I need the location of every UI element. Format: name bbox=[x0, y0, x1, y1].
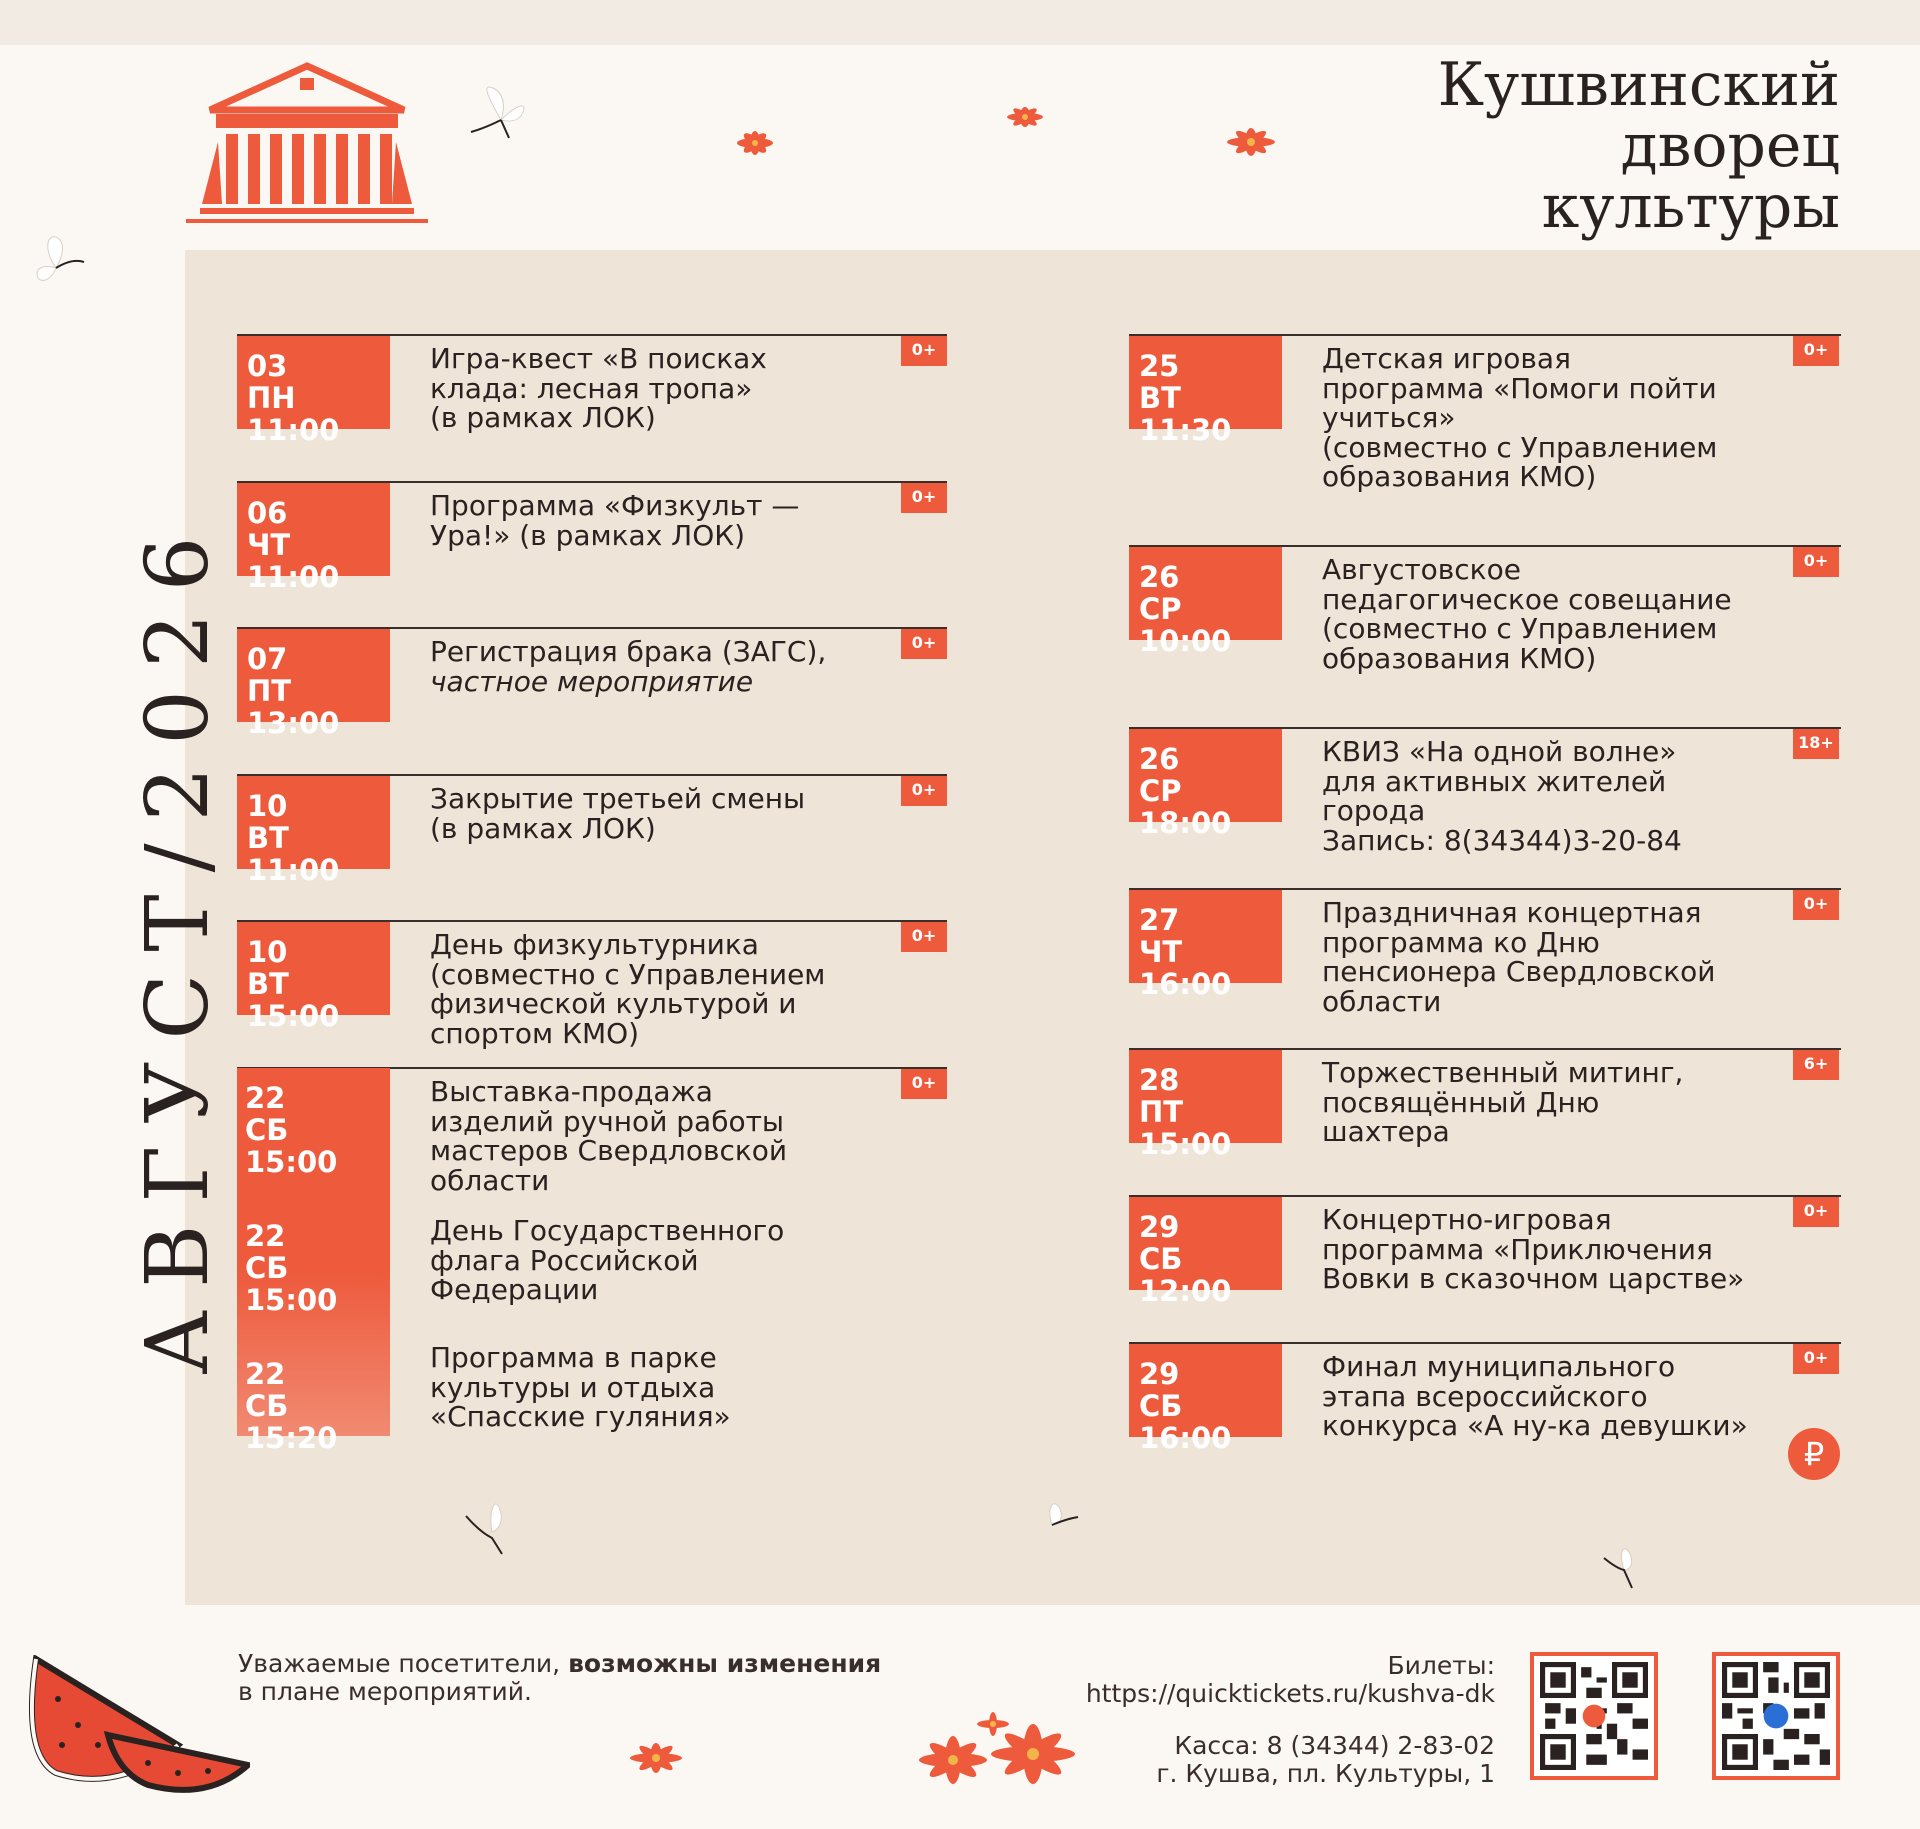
qr-pattern bbox=[1540, 1662, 1648, 1770]
ruble-icon: ₽ bbox=[1788, 1428, 1840, 1480]
age-badge: 0+ bbox=[901, 336, 947, 366]
age-badge: 0+ bbox=[901, 483, 947, 513]
event-day: 22 bbox=[245, 1219, 286, 1253]
butterfly-icon bbox=[1598, 1540, 1648, 1592]
event-title: Программа в парке культуры и отдыха «Спасские гуляния» bbox=[430, 1341, 731, 1433]
page-title bbox=[1437, 50, 1840, 242]
event-time: ПТ 13:00 bbox=[247, 674, 340, 740]
qr-pattern bbox=[1722, 1662, 1830, 1770]
event-date bbox=[1129, 336, 1282, 447]
event-time: СБ 16:00 bbox=[1139, 1389, 1232, 1455]
age-badge: 0+ bbox=[1793, 1197, 1839, 1227]
event-title: Программа «Физкульт — Ура!» (в рамках ЛОК) bbox=[430, 489, 800, 552]
event-time: ВТ 11:30 bbox=[1139, 381, 1232, 447]
event-title: Игра-квест «В поисках клада: лесная тропа» (в рамках ЛОК) bbox=[430, 342, 767, 434]
event-item bbox=[237, 920, 947, 1060]
event-title: Концертно-игровая программа «Приключения Вовки в сказочном царстве» bbox=[1322, 1203, 1745, 1295]
butterfly-icon bbox=[1032, 1495, 1082, 1547]
event-date bbox=[245, 1220, 390, 1316]
event-title-main: Регистрация брака (ЗАГС), bbox=[430, 635, 827, 668]
vk-icon bbox=[1764, 1704, 1789, 1729]
age-badge: 0+ bbox=[901, 1069, 947, 1099]
event-title: Торжественный митинг, посвящённый Дню шахтера bbox=[1322, 1056, 1684, 1148]
event-day: 22 bbox=[245, 1081, 286, 1115]
age-badge: 0+ bbox=[901, 776, 947, 806]
notice-bold: возможны изменения bbox=[568, 1649, 882, 1678]
event-day: 28 bbox=[1139, 1063, 1180, 1097]
event-date bbox=[237, 776, 390, 887]
event-day: 06 bbox=[247, 496, 288, 530]
butterfly-icon bbox=[462, 1492, 512, 1558]
event-title: Детская игровая программа «Помоги пойти учиться» (совместно с Управлением образования КМО) bbox=[1322, 342, 1718, 493]
event-date bbox=[1129, 1050, 1282, 1161]
event-item bbox=[237, 334, 947, 447]
event-item bbox=[1129, 1342, 1841, 1455]
event-day: 07 bbox=[247, 642, 288, 676]
event-date bbox=[245, 1082, 390, 1178]
event-date bbox=[1129, 1197, 1282, 1308]
event-title: День физкультурника (совместно с Управлением физической культурой и спортом КМО) bbox=[430, 928, 826, 1050]
flower-icon bbox=[915, 1710, 1080, 1790]
age-badge: 0+ bbox=[1793, 547, 1839, 577]
event-day: 03 bbox=[247, 349, 288, 383]
event-time: ВТ 11:00 bbox=[247, 821, 340, 887]
qr-code-icon[interactable] bbox=[1712, 1652, 1840, 1780]
event-time: СБ 15:20 bbox=[245, 1389, 338, 1455]
event-time: ПТ 15:00 bbox=[1139, 1095, 1232, 1161]
age-badge: 0+ bbox=[1793, 336, 1839, 366]
event-day: 29 bbox=[1139, 1210, 1180, 1244]
event-date bbox=[1129, 729, 1282, 840]
title-line-3: культуры bbox=[1541, 172, 1840, 242]
event-date bbox=[1129, 547, 1282, 658]
event-item bbox=[1129, 727, 1841, 867]
event-day: 10 bbox=[247, 935, 288, 969]
event-item bbox=[1129, 1048, 1841, 1168]
notice-suffix: в плане мероприятий. bbox=[238, 1677, 532, 1706]
butterfly-icon bbox=[32, 228, 88, 290]
flower-icon bbox=[628, 1740, 684, 1776]
event-time: СБ 15:00 bbox=[245, 1113, 338, 1179]
event-item bbox=[237, 481, 947, 594]
tickets-link[interactable]: https://quicktickets.ru/kushva-dk bbox=[1085, 1679, 1495, 1708]
event-title-italic: частное мероприятие bbox=[430, 664, 754, 698]
qr-code-icon[interactable] bbox=[1530, 1652, 1658, 1780]
event-day: 22 bbox=[245, 1357, 286, 1391]
event-title: Августовское педагогическое совещание (совместно с Управлением образования КМО) bbox=[1322, 553, 1732, 675]
event-time: ПН 11:00 bbox=[247, 381, 340, 447]
event-title: Закрытие третьей смены (в рамках ЛОК) bbox=[430, 782, 806, 845]
event-date bbox=[237, 922, 390, 1033]
event-title: Финал муниципального этапа всероссийского конкурса «А ну-ка девушки» bbox=[1322, 1350, 1748, 1442]
event-time: СБ 12:00 bbox=[1139, 1242, 1232, 1308]
event-date bbox=[237, 483, 390, 594]
event-date bbox=[1129, 890, 1282, 1001]
butterfly-icon bbox=[465, 82, 535, 144]
footer-contacts bbox=[1086, 1652, 1495, 1788]
event-time: ВТ 15:00 bbox=[247, 967, 340, 1033]
building-logo-icon bbox=[182, 62, 432, 227]
event-item bbox=[1129, 888, 1841, 1028]
event-title: КВИЗ «На одной волне» для активных жителей города Запись: 8(34344)3-20-84 bbox=[1322, 735, 1682, 857]
notice-prefix: Уважаемые посетители, bbox=[238, 1649, 561, 1678]
event-title bbox=[430, 637, 826, 696]
event-time: ЧТ 11:00 bbox=[247, 528, 340, 594]
event-day: 10 bbox=[247, 789, 288, 823]
footer-notice bbox=[238, 1650, 881, 1706]
event-time: СБ 15:00 bbox=[245, 1251, 338, 1317]
event-item bbox=[237, 774, 947, 887]
event-day: 26 bbox=[1139, 560, 1180, 594]
event-item bbox=[237, 627, 947, 740]
box-office-phone: Касса: 8 (34344) 2-83-02 bbox=[1174, 1731, 1495, 1760]
age-badge: 0+ bbox=[901, 922, 947, 952]
event-item bbox=[1129, 545, 1841, 685]
address: г. Кушва, пл. Культуры, 1 bbox=[1156, 1759, 1495, 1788]
title-line-2: дворец bbox=[1620, 111, 1840, 181]
age-badge: 18+ bbox=[1793, 729, 1839, 759]
event-time: СР 18:00 bbox=[1139, 774, 1232, 840]
event-item bbox=[1129, 334, 1841, 504]
event-date bbox=[245, 1358, 390, 1454]
event-item bbox=[1129, 1195, 1841, 1308]
age-badge: 0+ bbox=[1793, 890, 1839, 920]
flower-icon bbox=[1225, 125, 1277, 159]
event-time: ЧТ 16:00 bbox=[1139, 935, 1232, 1001]
event-date bbox=[237, 629, 390, 740]
event-day: 29 bbox=[1139, 1357, 1180, 1391]
event-date bbox=[237, 336, 390, 447]
flower-icon bbox=[1005, 104, 1045, 130]
month-label: АВГУСТ/2026 bbox=[128, 514, 228, 1375]
event-title: Праздничная концертная программа ко Дню пенсионера Свердловской области bbox=[1322, 896, 1716, 1018]
age-badge: 6+ bbox=[1793, 1050, 1839, 1080]
age-badge: 0+ bbox=[901, 629, 947, 659]
event-day: 27 bbox=[1139, 903, 1180, 937]
event-group-date-block bbox=[237, 1068, 390, 1455]
event-day: 25 bbox=[1139, 349, 1180, 383]
age-badge: 0+ bbox=[1793, 1344, 1839, 1374]
title-line-1: Кушвинский bbox=[1437, 50, 1840, 120]
event-time: СР 10:00 bbox=[1139, 592, 1232, 658]
tickets-label: Билеты: bbox=[1387, 1651, 1495, 1680]
flower-icon bbox=[735, 128, 775, 158]
event-day: 26 bbox=[1139, 742, 1180, 776]
watermelon-icon bbox=[18, 1655, 250, 1795]
event-title: Выставка-продажа изделий ручной работы мастеров Свердловской области bbox=[430, 1075, 788, 1197]
event-date bbox=[1129, 1344, 1282, 1455]
event-title: День Государственного флага Российской Федерации bbox=[430, 1214, 785, 1306]
